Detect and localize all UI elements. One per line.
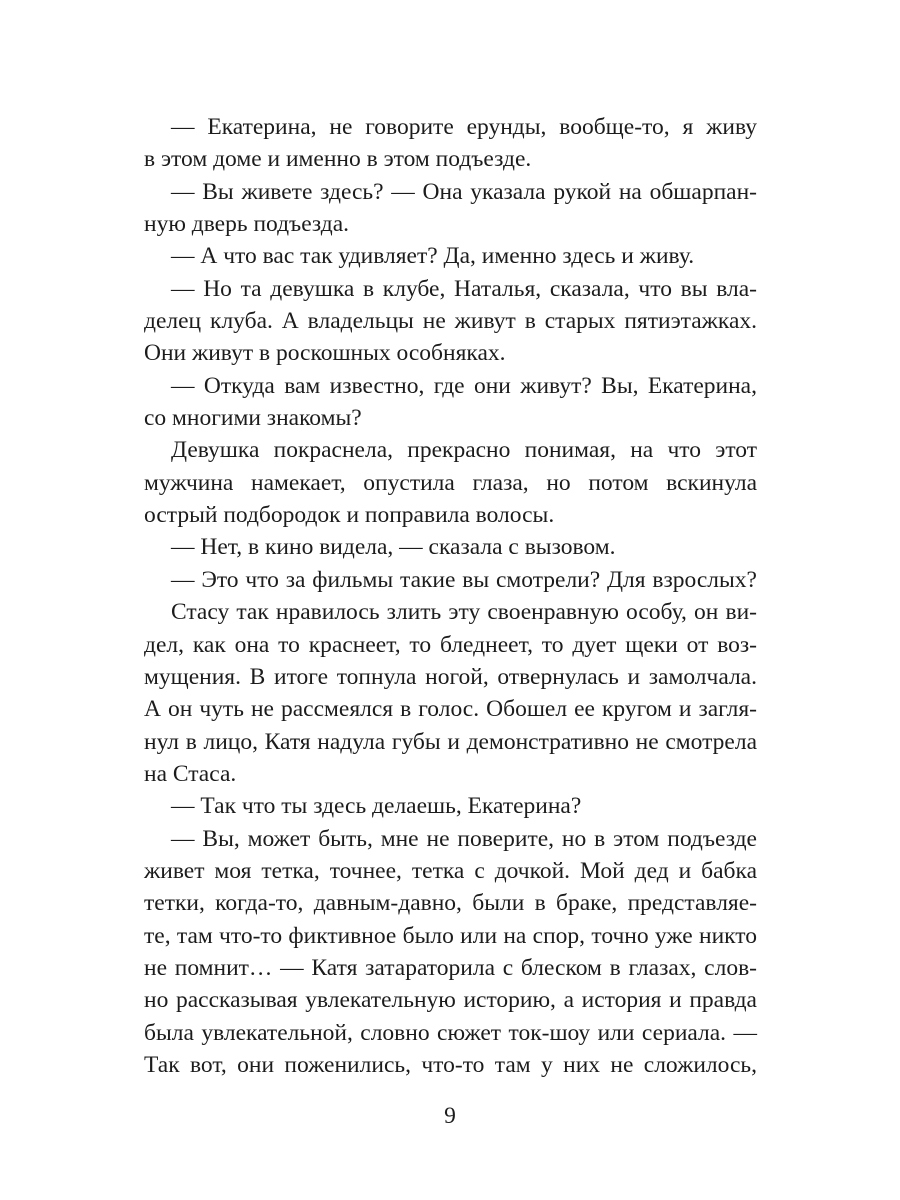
text-line: живет моя тетка, точнее, тетка с дочкой. Мой дед и бабка: [144, 857, 757, 884]
body-text: [144, 111, 757, 1081]
text-line: Они живут в роскошных особняках.: [144, 340, 506, 367]
text-line: — Нет, в кино видела, — сказала с вызовом.: [171, 534, 616, 561]
text-line: мужчина намекает, опустила глаза, но потом вскинула: [144, 469, 757, 496]
text-line: дел, как она то краснеет, то бледнеет, то дует щеки от воз-: [144, 631, 757, 658]
text-line: в этом доме и именно в этом подъезде.: [144, 146, 532, 173]
text-line: Так вот, они поженились, что-то там у них не сложилось,: [144, 1051, 757, 1078]
text-line: — А что вас так удивляет? Да, именно здесь и живу.: [171, 243, 695, 270]
text-line: — Но та девушка в клубе, Наталья, сказала, что вы вла-: [171, 275, 757, 302]
text-line: ную дверь подъезда.: [144, 211, 350, 238]
text-line: — Екатерина, не говорите ерунды, вообще-то, я живу: [171, 114, 757, 140]
text-line: — Вы, может быть, мне не поверите, но в этом подъезде: [171, 825, 757, 852]
text-line: мущения. В итоге топнула ногой, отвернулась и замолчала.: [144, 663, 757, 690]
text-line: — Это что за фильмы такие вы смотрели? Для взрослых?: [171, 566, 757, 593]
text-line: Девушка покраснела, прекрасно понимая, на что этот: [171, 437, 757, 464]
text-line: — Откуда вам известно, где они живут? Вы, Екатерина,: [171, 372, 757, 399]
text-line: делец клуба. А владельцы не живут в старых пятиэтажках.: [144, 308, 757, 335]
text-line: была увлекательной, словно сюжет ток-шоу или сериала. —: [144, 1019, 757, 1046]
text-line: на Стаса.: [144, 760, 237, 787]
text-line: те, там что-то фиктивное было или на спор, точно уже никто: [144, 922, 757, 949]
text-line: Стасу так нравилось злить эту своенравную особу, он ви-: [171, 599, 757, 626]
text-line: но рассказывая увлекательную историю, а история и правда: [144, 987, 757, 1014]
text-line: острый подбородок и поправила волосы.: [144, 502, 555, 529]
text-line: тетки, когда-то, давным-давно, были в браке, представляе-: [144, 890, 757, 917]
text-line: со многими знакомы?: [144, 405, 362, 432]
page-number: 9: [444, 1103, 456, 1129]
text-line: не помнит… — Катя затараторила с блеском в глазах, слов-: [144, 954, 757, 981]
text-line: — Так что ты здесь делаешь, Екатерина?: [171, 793, 582, 820]
text-line: — Вы живете здесь? — Она указала рукой на обшарпан-: [171, 178, 757, 205]
text-line: нул в лицо, Катя надула губы и демонстративно не смотрела: [144, 728, 757, 755]
text-line: А он чуть не рассмеялся в голос. Обошел ее кругом и загля-: [144, 696, 757, 723]
